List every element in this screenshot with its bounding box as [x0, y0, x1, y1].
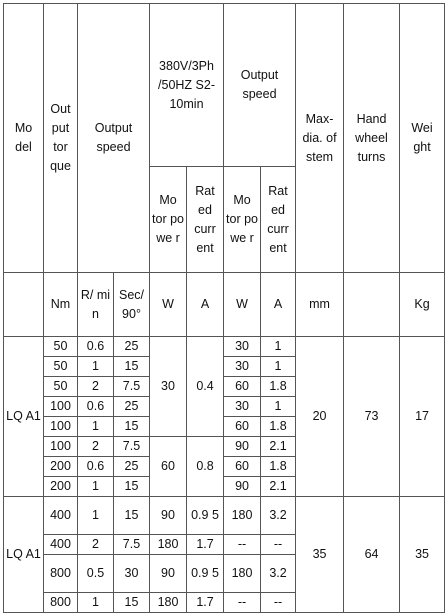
cell-rpm: 1: [78, 477, 114, 497]
cell-current2: 1: [261, 337, 296, 357]
header-output-speed: Output speed: [78, 4, 150, 273]
header-output-speed-2: Output speed: [224, 4, 296, 167]
cell-power2: 60: [224, 417, 261, 437]
group1-stem: 20: [296, 337, 344, 497]
cell-torque: 400: [44, 497, 78, 535]
spec-table: [3, 3, 445, 613]
unit-weight: Kg: [400, 273, 445, 337]
group2-model: LQ A1: [4, 497, 44, 613]
unit-stem: mm: [296, 273, 344, 337]
unit-model-blank: [4, 273, 44, 337]
table-row: [4, 337, 445, 357]
cell-torque: 50: [44, 337, 78, 357]
group1-weight: 17: [400, 337, 445, 497]
cell-rpm: 0.5: [78, 555, 114, 593]
cell-power2: 30: [224, 357, 261, 377]
unit-sec: Sec/ 90°: [114, 273, 150, 337]
cell-current2: 1.8: [261, 377, 296, 397]
cell-power2: 60: [224, 377, 261, 397]
cell-sec: 7.5: [114, 377, 150, 397]
cell-rpm: 1: [78, 497, 114, 535]
cell-rpm: 2: [78, 377, 114, 397]
cell-torque: 100: [44, 417, 78, 437]
cell-sec: 25: [114, 457, 150, 477]
cell-torque: 800: [44, 593, 78, 613]
cell-power2: 180: [224, 555, 261, 593]
cell-sec: 7.5: [114, 437, 150, 457]
unit-turns-blank: [344, 273, 400, 337]
header-output-torque: Out put tor que: [44, 4, 78, 273]
group1-current-a: 0.4: [187, 337, 224, 437]
group1-current-b: 0.8: [187, 437, 224, 497]
header-max-dia-stem: Max- dia. of stem: [296, 4, 344, 273]
cell-current2: 3.2: [261, 555, 296, 593]
cell-current: 0.9 5: [187, 497, 224, 535]
cell-power: 180: [150, 535, 187, 555]
cell-sec: 15: [114, 477, 150, 497]
table-row: [4, 497, 445, 535]
unit-torque: Nm: [44, 273, 78, 337]
cell-rpm: 1: [78, 357, 114, 377]
cell-power: 180: [150, 593, 187, 613]
cell-torque: 200: [44, 457, 78, 477]
cell-power: 90: [150, 555, 187, 593]
cell-sec: 15: [114, 593, 150, 613]
header-weight: Wei ght: [400, 4, 445, 273]
units-row: [4, 273, 445, 337]
cell-torque: 100: [44, 437, 78, 457]
cell-torque: 100: [44, 397, 78, 417]
cell-rpm: 1: [78, 417, 114, 437]
cell-torque: 400: [44, 535, 78, 555]
cell-power2: 30: [224, 397, 261, 417]
unit-power-2: W: [224, 273, 261, 337]
cell-power2: --: [224, 593, 261, 613]
cell-power2: 90: [224, 437, 261, 457]
group2-stem: 35: [296, 497, 344, 613]
cell-current2: --: [261, 593, 296, 613]
cell-power2: 180: [224, 497, 261, 535]
cell-power: 90: [150, 497, 187, 535]
cell-torque: 200: [44, 477, 78, 497]
cell-sec: 15: [114, 417, 150, 437]
cell-power2: 30: [224, 337, 261, 357]
unit-rpm: R/ mi n: [78, 273, 114, 337]
header-motor-power: Mo tor po we r: [150, 167, 187, 273]
cell-rpm: 2: [78, 535, 114, 555]
cell-current2: 1.8: [261, 417, 296, 437]
cell-torque: 50: [44, 377, 78, 397]
header-motor-power-2: Mo tor po we r: [224, 167, 261, 273]
cell-power2: --: [224, 535, 261, 555]
group1-power-a: 30: [150, 337, 187, 437]
header-hand-wheel-turns: Hand wheel turns: [344, 4, 400, 273]
cell-current: 1.7: [187, 593, 224, 613]
cell-rpm: 0.6: [78, 397, 114, 417]
unit-power: W: [150, 273, 187, 337]
cell-sec: 25: [114, 397, 150, 417]
cell-current: 0.9 5: [187, 555, 224, 593]
cell-power2: 60: [224, 457, 261, 477]
unit-current-2: A: [261, 273, 296, 337]
header-power-supply: 380V/3Ph /50HZ S2-10min: [150, 4, 224, 167]
header-model: Mo del: [4, 4, 44, 273]
header-rated-current: Rat ed curr ent: [187, 167, 224, 273]
unit-current: A: [187, 273, 224, 337]
group1-turns: 73: [344, 337, 400, 497]
cell-current: 1.7: [187, 535, 224, 555]
cell-sec: 15: [114, 497, 150, 535]
header-row: [4, 4, 445, 167]
group1-model: LQ A1: [4, 337, 44, 497]
cell-sec: 30: [114, 555, 150, 593]
cell-rpm: 0.6: [78, 337, 114, 357]
cell-current2: 2.1: [261, 477, 296, 497]
cell-rpm: 2: [78, 437, 114, 457]
cell-current2: --: [261, 535, 296, 555]
cell-power2: 90: [224, 477, 261, 497]
cell-torque: 800: [44, 555, 78, 593]
cell-current2: 2.1: [261, 437, 296, 457]
cell-current2: 1: [261, 357, 296, 377]
cell-sec: 7.5: [114, 535, 150, 555]
group2-turns: 64: [344, 497, 400, 613]
cell-rpm: 1: [78, 593, 114, 613]
group2-weight: 35: [400, 497, 445, 613]
cell-current2: 1.8: [261, 457, 296, 477]
cell-current2: 1: [261, 397, 296, 417]
cell-sec: 15: [114, 357, 150, 377]
group1-power-b: 60: [150, 437, 187, 497]
cell-current2: 3.2: [261, 497, 296, 535]
cell-sec: 25: [114, 337, 150, 357]
cell-rpm: 0.6: [78, 457, 114, 477]
cell-torque: 50: [44, 357, 78, 377]
header-rated-current-2: Rat ed curr ent: [261, 167, 296, 273]
